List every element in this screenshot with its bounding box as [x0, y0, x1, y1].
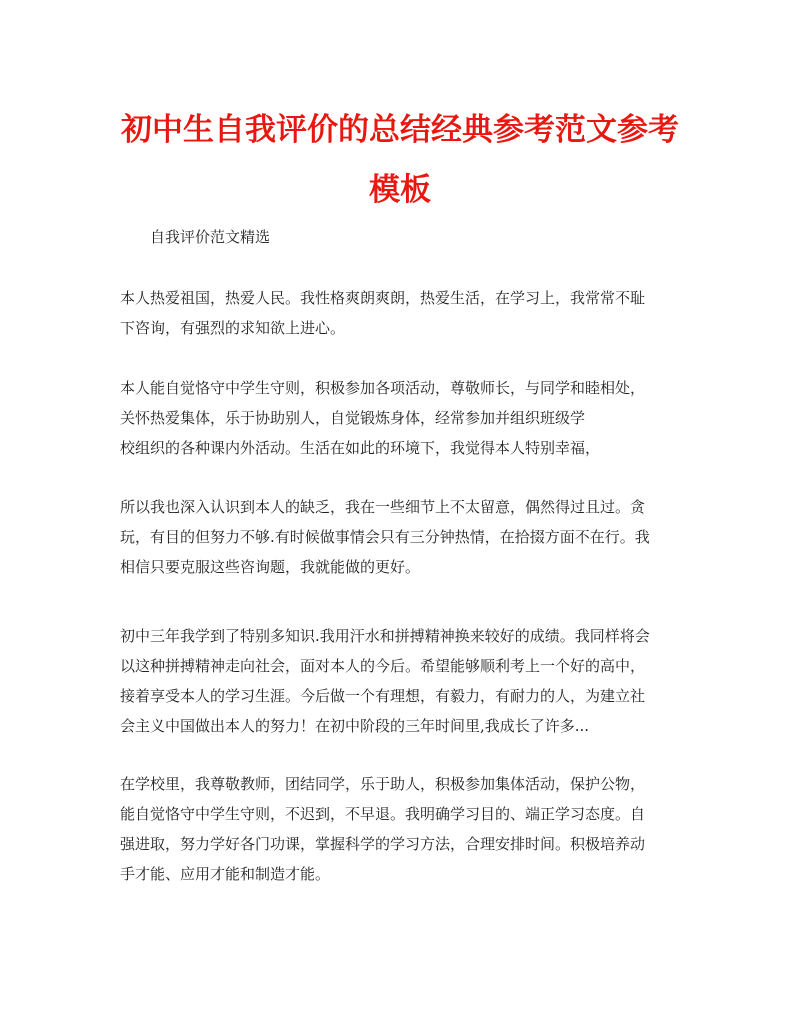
- title-line-1: 初中生自我评价的总结经典参考范文参考: [121, 112, 679, 148]
- paragraph-line: 校组织的各种课内外活动。生活在如此的环境下，我觉得本人特别幸福，: [120, 439, 601, 457]
- paragraph-line: 关怀热爱集体，乐于协助别人，自觉锻炼身体，经常参加并组织班级学: [120, 409, 586, 427]
- paragraph-line: 手才能、应用才能和制造才能。: [120, 865, 331, 883]
- paragraph-1: [120, 283, 690, 343]
- document-title: [110, 100, 690, 220]
- paragraph-5: [120, 769, 690, 889]
- paragraph-line: 在学校里，我尊敬教师，团结同学，乐于助人，积极参加集体活动，保护公物，: [120, 775, 646, 793]
- paragraph-line: 会主义中国做出本人的努力！在初中阶段的三年时间里,我成长了许多...: [120, 717, 590, 735]
- paragraph-line: 本人能自觉恪守中学生守则，积极参加各项活动，尊敬师长，与同学和睦相处，: [120, 379, 646, 397]
- paragraph-line: 初中三年我学到了特别多知识.我用汗水和拼搏精神换来较好的成绩。我同样将会: [120, 627, 650, 645]
- paragraph-line: 下咨询，有强烈的求知欲上进心。: [120, 319, 346, 337]
- paragraph-line: 本人热爱祖国，热爱人民。我性格爽朗爽朗，热爱生活，在学习上，我常常不耻: [120, 289, 646, 307]
- paragraph-3: [120, 492, 690, 582]
- paragraph-4: [120, 621, 690, 741]
- paragraph-line: 接着享受本人的学习生涯。今后做一个有理想，有毅力，有耐力的人，为建立社: [120, 687, 646, 705]
- document-subtitle: 自我评价范文精选: [150, 228, 271, 246]
- paragraph-line: 以这种拼搏精神走向社会，面对本人的今后。希望能够顺利考上一个好的高中，: [120, 657, 646, 675]
- paragraph-line: 所以我也深入认识到本人的缺乏，我在一些细节上不太留意，偶然得过且过。贪: [120, 498, 646, 516]
- paragraph-line: 玩，有目的但努力不够.有时候做事情会只有三分钟热情，在拾掇方面不在行。我: [120, 528, 650, 546]
- paragraph-line: 相信只要克服这些咨询题，我就能做的更好。: [120, 558, 421, 576]
- paragraph-line: 强进取，努力学好各门功课，掌握科学的学习方法，合理安排时间。积极培养动: [120, 835, 646, 853]
- title-line-2: 模板: [369, 172, 431, 208]
- paragraph-2: [120, 373, 690, 463]
- paragraph-line: 能自觉恪守中学生守则，不迟到，不早退。我明确学习目的、端正学习态度。自: [120, 805, 646, 823]
